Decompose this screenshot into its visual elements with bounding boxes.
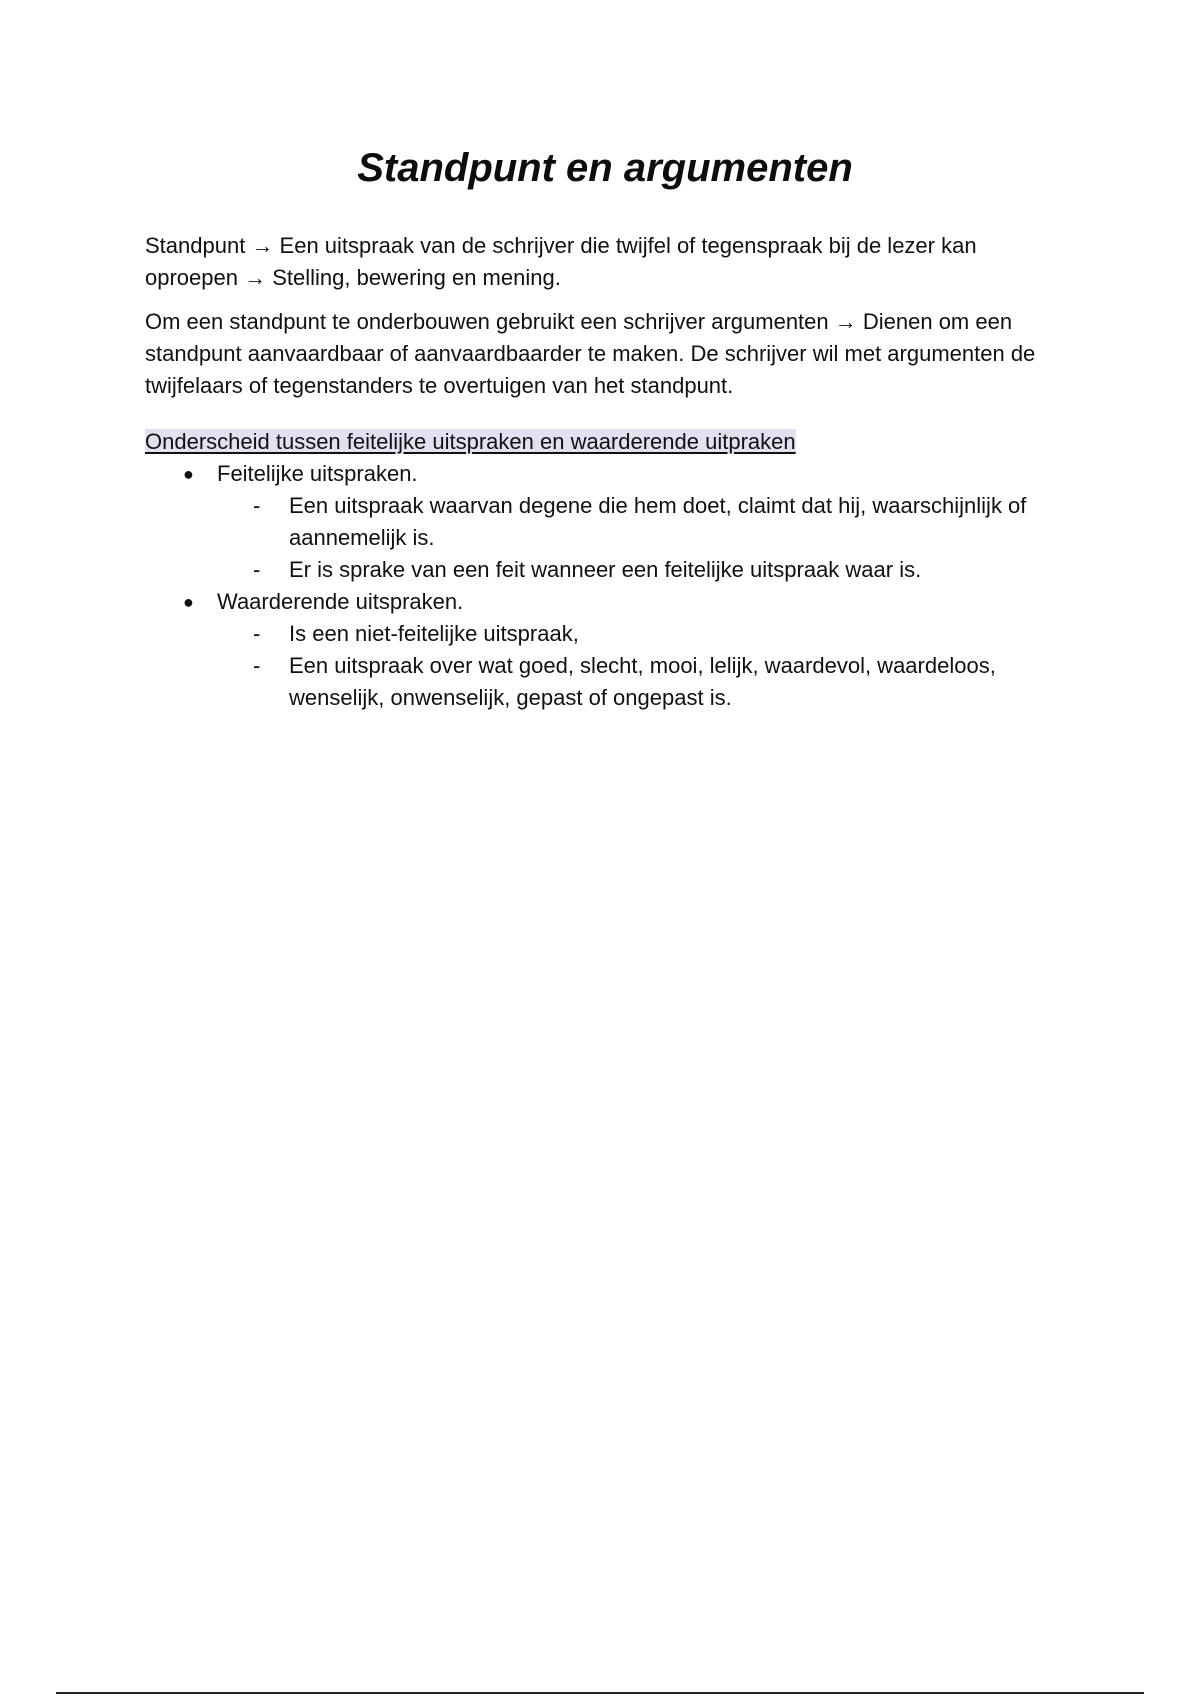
paragraph-argumenten: Om een standpunt te onderbouwen gebruikt een schrijver argumenten → Dienen om een standpunt aanvaardbaar of aanvaardbaarder te maken. De schrijver wil met argumenten de twijfelaars of tegenstanders te overtuigen van het standpunt.: [145, 309, 1036, 398]
bullet-label: Feitelijke uitspraken.: [217, 461, 418, 486]
section-heading: [145, 426, 1065, 458]
dash-icon: -: [253, 557, 261, 582]
sub-list: [217, 618, 1065, 714]
sub-item-text: Een uitspraak waarvan degene die hem doet, claimt dat hij, waarschijnlijk of aannemelijk is.: [289, 493, 1027, 550]
bullet-icon: ●: [183, 592, 194, 612]
bullet-item-waarderend: [145, 586, 1065, 714]
sub-item: [145, 618, 1065, 650]
dash-icon: -: [253, 621, 261, 646]
sub-item-text: Is een niet-feitelijke uitspraak,: [289, 621, 579, 646]
document-content: [145, 140, 1065, 714]
bullet-item-feitelijk: [145, 458, 1065, 586]
paragraph-standpunt: Standpunt → Een uitspraak van de schrijver die twijfel of tegenspraak bij de lezer kan oproepen → Stelling, bewering en mening.: [145, 233, 977, 290]
dash-icon: -: [253, 653, 261, 678]
bullet-icon: ●: [183, 464, 194, 484]
footer-divider: [56, 1692, 1144, 1694]
dash-icon: -: [253, 493, 261, 518]
sub-item: [145, 490, 1065, 554]
sub-item-text: Een uitspraak over wat goed, slecht, mooi, lelijk, waardevol, waardeloos, wenselijk, onwenselijk, gepast of ongepast is.: [289, 653, 996, 710]
highlighted-heading-text: Onderscheid tussen feitelijke uitspraken en waarderende uitpraken: [145, 429, 796, 454]
bullet-list: [145, 458, 1065, 714]
sub-item-text: Er is sprake van een feit wanneer een feitelijke uitspraak waar is.: [289, 557, 922, 582]
sub-list: [217, 490, 1065, 586]
sub-item: [145, 650, 1065, 714]
page-title: Standpunt en argumenten: [357, 146, 853, 190]
sub-item: [145, 554, 1065, 586]
bullet-label: Waarderende uitspraken.: [217, 589, 464, 614]
